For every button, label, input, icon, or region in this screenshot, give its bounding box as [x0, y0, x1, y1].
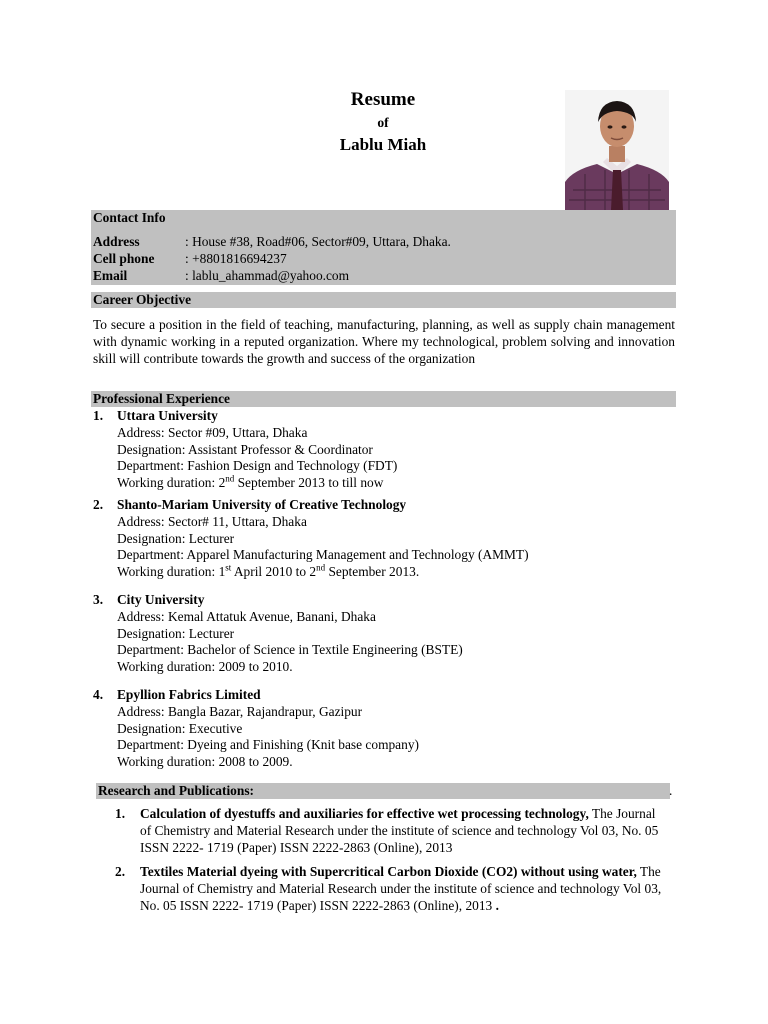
experience-duration: Working duration: 2009 to 2010. [117, 659, 293, 675]
experience-organization: Shanto-Mariam University of Creative Technology [117, 497, 407, 512]
experience-address: Address: Kemal Attatuk Avenue, Banani, Dhaka [117, 608, 376, 624]
profile-photo [565, 90, 669, 210]
experience-number: 2. [93, 497, 104, 512]
career-objective-text: To secure a position in the field of teaching, manufacturing, planning, as well as supply chain management with dynamic working in a reputed organization. Where my technological, problem solving and innovation skill will contribute towards the growth and success of the organization [93, 317, 675, 366]
experience-number: 4. [93, 687, 104, 702]
experience-designation: Designation: Executive [117, 720, 243, 736]
career-objective-heading: Career Objective [93, 292, 192, 307]
experience-address: Address: Sector #09, Uttara, Dhaka [117, 424, 308, 440]
resume-of-label: of [377, 115, 389, 130]
publication-number: 2. [115, 864, 126, 879]
email-label: Email [93, 268, 128, 283]
experience-organization: Epyllion Fabrics Limited [117, 687, 261, 702]
contact-info-heading: Contact Info [93, 210, 166, 225]
experience-duration: Working duration: 2008 to 2009. [117, 754, 293, 770]
experience-designation: Designation: Lecturer [117, 530, 235, 546]
contact-phone-row [93, 251, 287, 268]
publication-title: Calculation of dyestuffs and auxiliaries for effective wet processing technology, [140, 806, 589, 821]
publication-end-mark: . [495, 897, 499, 913]
experience-designation: Designation: Lecturer [117, 625, 235, 641]
experience-address: Address: Sector# 11, Uttara, Dhaka [117, 513, 307, 529]
career-objective-heading-bar [91, 292, 676, 308]
experience-number: 3. [93, 592, 104, 607]
experience-address: Address: Bangla Bazar, Rajandrapur, Gazipur [117, 703, 363, 719]
publication-detail: The Journal of Chemistry and Material Research under the institute of science and technology Vol 03, No. 05 ISSN 2222- 1719 (Paper) ISSN 2222-2863 (Online), 2013 [140, 806, 659, 855]
email-value: : lablu_ahammad@yahoo.com [185, 268, 350, 283]
experience-department: Department: Fashion Design and Technology (FDT) [117, 458, 398, 474]
resume-name: Lablu Miah [339, 135, 427, 154]
research-publications-heading-bar [96, 783, 673, 799]
address-label: Address [93, 234, 140, 249]
experience-department: Department: Apparel Manufacturing Management and Technology (AMMT) [117, 547, 529, 563]
professional-experience-heading: Professional Experience [93, 391, 230, 406]
address-value: : House #38, Road#06, Sector#09, Uttara, Dhaka. [185, 234, 451, 249]
resume-title: Resume [350, 89, 416, 110]
experience-department: Department: Bachelor of Science in Textile Engineering (BSTE) [117, 642, 463, 658]
publication-number: 1. [115, 806, 126, 821]
publication-detail: The Journal of Chemistry and Material Research under the institute of science and technology Vol 03, No. 05 ISSN 2222- 1719 (Paper) ISSN 2222-2863 (Online), 2013 [140, 864, 662, 913]
contact-info-section [91, 210, 676, 285]
experience-designation: Designation: Assistant Professor & Coordinator [117, 441, 373, 457]
person-portrait-icon [565, 90, 669, 210]
experience-organization: City University [117, 592, 205, 607]
contact-address-row [93, 234, 451, 251]
research-publications-heading: Research and Publications: [98, 783, 254, 798]
experience-duration: Working duration: 2nd September 2013 to till now [117, 473, 384, 491]
experience-organization: Uttara University [117, 408, 218, 423]
experience-department: Department: Dyeing and Finishing (Knit base company) [117, 737, 419, 753]
cell-phone-label: Cell phone [93, 251, 155, 266]
publication-title: Textiles Material dyeing with Supercritical Carbon Dioxide (CO2) without using water, [140, 864, 637, 879]
experience-number: 1. [93, 408, 104, 423]
research-heading-trailing-mark: . [669, 783, 673, 798]
professional-experience-heading-bar [91, 391, 676, 407]
contact-email-row [93, 268, 349, 285]
cell-phone-value: : +8801816694237 [185, 251, 287, 266]
experience-duration: Working duration: 1st April 2010 to 2nd September 2013. [117, 562, 420, 580]
